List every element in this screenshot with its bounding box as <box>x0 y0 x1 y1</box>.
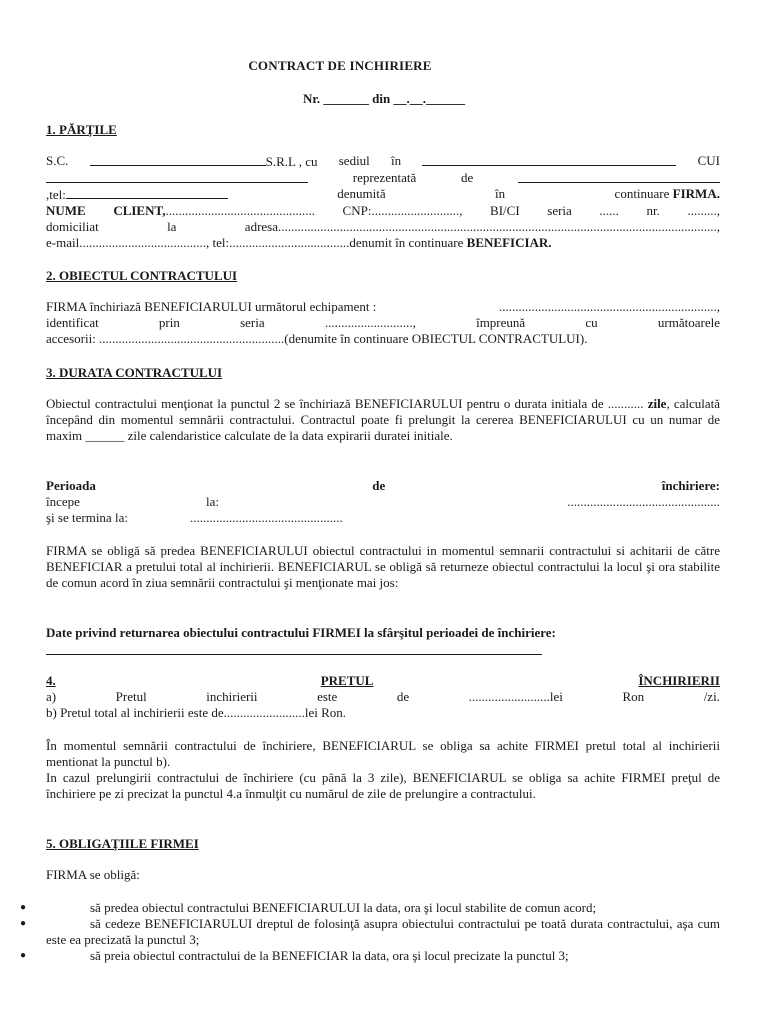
word: este <box>317 689 338 704</box>
sc-label: S.C. <box>46 153 69 168</box>
section-3-para-3 <box>46 625 720 641</box>
incepe-label: începe <box>46 494 80 509</box>
prelungire-text: In cazul prelungirii contractului de închiriere (cu până la 3 zile), BENEFICIARUL se obliga sa achite FIRMEI preţul de închiriere pe zi precizat la punctul 4.a înmulţit cu numărul de zile de prelungire a contractului. <box>46 770 720 801</box>
word: de <box>396 689 410 704</box>
tel-label: ,tel: <box>46 187 66 202</box>
echipament-text: FIRMA închiriază BENEFICIARULUI următorul echipament : <box>46 299 377 314</box>
email-label: e-mail......................................., <box>46 235 210 250</box>
cui-blank <box>46 170 308 183</box>
section-4-para <box>46 738 720 802</box>
section-1-heading: 1. PĂRŢILE <box>46 122 117 137</box>
list-item <box>20 948 720 964</box>
bullet-text: să predea obiectul contractului BENEFICIARULUI la data, ora şi locul stabilite de comun acord; <box>90 900 597 915</box>
word: .........................lei <box>468 689 563 704</box>
inchiriere-label: închiriere: <box>661 478 720 493</box>
word: identificat <box>46 315 99 330</box>
pret-total-line: b) Pretul total al inchirierii este de.........................lei Ron. <box>46 705 347 720</box>
list-item <box>20 916 720 948</box>
bullet-text: să cedeze BENEFICIARULUI dreptul de folosinţă asupra obiectului contractului pe toată durata contractului, aşa cum este ea precizată la punctul 3; <box>46 916 720 947</box>
section-3-para-1 <box>46 396 720 444</box>
company-name-blank <box>90 153 266 166</box>
client-label: CLIENT, <box>113 203 166 218</box>
returnare-text: Date privind returnarea obiectului contractului FIRMEI la sfârşitul perioadei de închiriere: <box>46 625 556 640</box>
domiciliat-label: domiciliat <box>46 219 99 234</box>
seria-label: seria <box>547 203 572 218</box>
s4-pret: PRETUL <box>320 673 374 688</box>
section-2-heading: 2. OBIECTUL CONTRACTULUI <box>46 268 238 283</box>
plata-text: În momentul semnării contractului de închiriere, BENEFICIARUL se obliga sa achite FIRMEI pretul total al inchirierii mentionat la punctul b). <box>46 738 720 769</box>
durata-text-a: Obiectul contractului menţionat la punctul 2 se închiriază BENEFICIARULUI pentru o durata initiala de ........... <box>46 396 644 411</box>
perioada-block <box>46 478 720 526</box>
section-2-body <box>46 299 720 347</box>
in-label: în <box>391 153 402 168</box>
incepe-dots: ............................................... <box>567 494 720 509</box>
word: Pretul <box>115 689 147 704</box>
la-label: la <box>167 219 177 234</box>
word: inchirierii <box>206 689 258 704</box>
section-5-heading: 5. OBLIGAŢIILE FIRMEI <box>46 836 199 851</box>
tel-blank <box>66 186 228 199</box>
word: cu <box>585 315 598 330</box>
in2-label: în <box>495 186 506 201</box>
contract-number: Nr. _______ din __.__.______ <box>302 91 466 106</box>
termina-dots: ............................................... <box>190 510 343 525</box>
beneficiar-label: BENEFICIAR. <box>466 235 552 250</box>
representative-blank <box>518 170 720 183</box>
bullet-icon: ● <box>20 918 27 929</box>
client-dots: .............................................. <box>165 203 315 218</box>
reprezentata-label: reprezentată <box>352 170 417 185</box>
nr-dots: ........., <box>687 203 720 218</box>
s4-num: 4. <box>46 673 56 688</box>
word: împreună <box>476 315 526 330</box>
word: a) <box>46 689 57 704</box>
predare-text: FIRMA se obligă să predea BENEFICIARULUI obiectul contractului in momentul semnarii contractului si achitarii de către BENEFICIAR a pretului total al inchirierii. BENEFICIARUL se obligă să returneze obiectul contractului la locul şi ora stabilite de comun acord în ziua semnării contractului şi menţionate mai jos: <box>46 543 720 590</box>
list-item <box>20 900 720 916</box>
word: seria <box>240 315 265 330</box>
word: următoarele <box>657 315 720 330</box>
section-1-body <box>46 153 720 251</box>
termina-label: şi se termina la: <box>46 510 128 525</box>
nume-label: NUME <box>46 203 86 218</box>
firma-label: FIRMA. <box>672 186 720 201</box>
nr-label: nr. <box>646 203 660 218</box>
denumita-label: denumită <box>337 186 386 201</box>
word: /zi. <box>703 689 720 704</box>
cnp-label: CNP:..........................., <box>342 203 463 218</box>
cui-label: CUI <box>697 153 720 168</box>
echipament-dots: ..................................................................., <box>499 299 720 314</box>
returnare-line <box>46 654 542 655</box>
bici-label: BI/CI <box>490 203 520 218</box>
section-3-heading: 3. DURATA CONTRACTULUI <box>46 365 223 380</box>
la-label: la: <box>206 494 219 509</box>
denumit-label: denumit în continuare <box>349 235 464 250</box>
bullet-text: să preia obiectul contractului de la BENEFICIAR la data, ora şi locul precizate la punctul 3; <box>90 948 569 963</box>
continuare-label: continuare <box>614 186 670 201</box>
de-label: de <box>460 170 474 185</box>
section-4-heading <box>46 673 720 721</box>
obligatii-list <box>20 900 720 964</box>
tel2-label: tel:..................................... <box>212 235 350 250</box>
adresa-label: adresa......................................................................................................................................., <box>244 219 720 234</box>
sediul-label: sediul <box>338 153 370 168</box>
obligatii-intro: FIRMA se obligă: <box>46 867 140 882</box>
word: prin <box>158 315 180 330</box>
durata-text-b: , calculată începând din momentul semnării contractului. Contractul poate fi prelungit la cererea BENEFICIARULUI cu un numar de maxim ______ zile calendaristice calculate de la data expirarii duratei initiale. <box>46 396 721 443</box>
section-3-para-2 <box>46 543 720 591</box>
word: ..........................., <box>324 315 416 330</box>
srl-label: S.R.L , cu <box>265 154 318 169</box>
perioada-label: Perioada <box>46 478 96 493</box>
bullet-icon: ● <box>20 950 27 961</box>
word: Ron <box>622 689 645 704</box>
accesorii-line: accesorii: .........................................................(denumite în continuare OBIECTUL CONTRACTULUI). <box>46 331 588 346</box>
s4-inchirierii: ÎNCHIRIERII <box>638 673 720 688</box>
seria-dots: ...... <box>599 203 619 218</box>
zile-label: zile <box>647 396 667 411</box>
de-label: de <box>372 478 386 493</box>
contract-title: CONTRACT DE INCHIRIERE <box>248 58 432 73</box>
bullet-icon: ● <box>20 902 27 913</box>
address-blank <box>422 153 676 166</box>
